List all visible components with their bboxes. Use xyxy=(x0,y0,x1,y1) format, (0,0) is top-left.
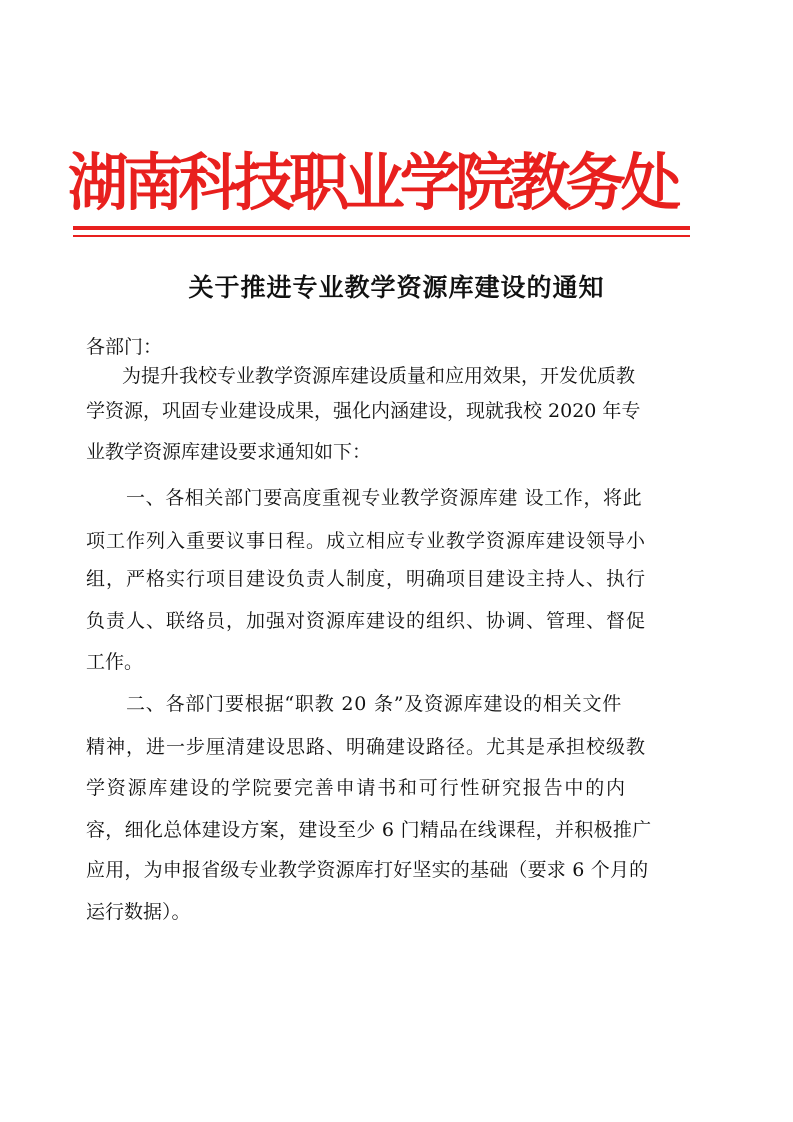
paragraph-1-line: 学资源，巩固专业建设成果，强化内涵建设，现就我校 2020 年专 xyxy=(86,400,641,422)
paragraph-3-line: 应用，为申报省级专业教学资源库打好坚实的基础（要求 6 个月的 xyxy=(86,859,649,881)
paragraph-2-line: 组，严格实行项目建设负责人制度，明确项目建设主持人、执行 xyxy=(86,568,647,590)
salutation: 各部门： xyxy=(86,336,163,358)
paragraph-3-line: 运行数据）。 xyxy=(86,901,191,923)
paragraph-2-line: 负责人、联络员，加强对资源库建设的组织、协调、管理、督促 xyxy=(86,610,647,632)
paragraph-3-line: 二、各部门要根据“职教 20 条”及资源库建设的相关文件 xyxy=(126,693,623,715)
document-title: 关于推进专业教学资源库建设的通知 xyxy=(188,273,605,302)
letterhead-rule-thick xyxy=(73,226,690,230)
paragraph-2-line: 项工作列入重要议事日程。成立相应专业教学资源库建设领导小 xyxy=(86,530,647,552)
paragraph-3-line: 容，细化总体建设方案，建设至少 6 门精品在线课程，并积极推广 xyxy=(86,819,652,841)
paragraph-3-line: 学资源库建设的学院要完善申请书和可行性研究报告中的内 xyxy=(86,777,627,799)
paragraph-3-line: 精神，进一步厘清建设思路、明确建设路径。尤其是承担校级教 xyxy=(86,736,647,758)
letterhead-rule-thin xyxy=(73,235,690,237)
paragraph-1-line: 业教学资源库建设要求通知如下： xyxy=(86,441,372,463)
letterhead-org-name: 湖南科技职业学院教务处 xyxy=(68,146,677,219)
paragraph-1-line: 为提升我校专业教学资源库建设质量和应用效果，开发优质教 xyxy=(122,365,636,387)
paragraph-2-line: 一、各相关部门要高度重视专业教学资源库建 设工作，将此 xyxy=(126,487,643,509)
paragraph-2-line: 工作。 xyxy=(86,651,144,673)
